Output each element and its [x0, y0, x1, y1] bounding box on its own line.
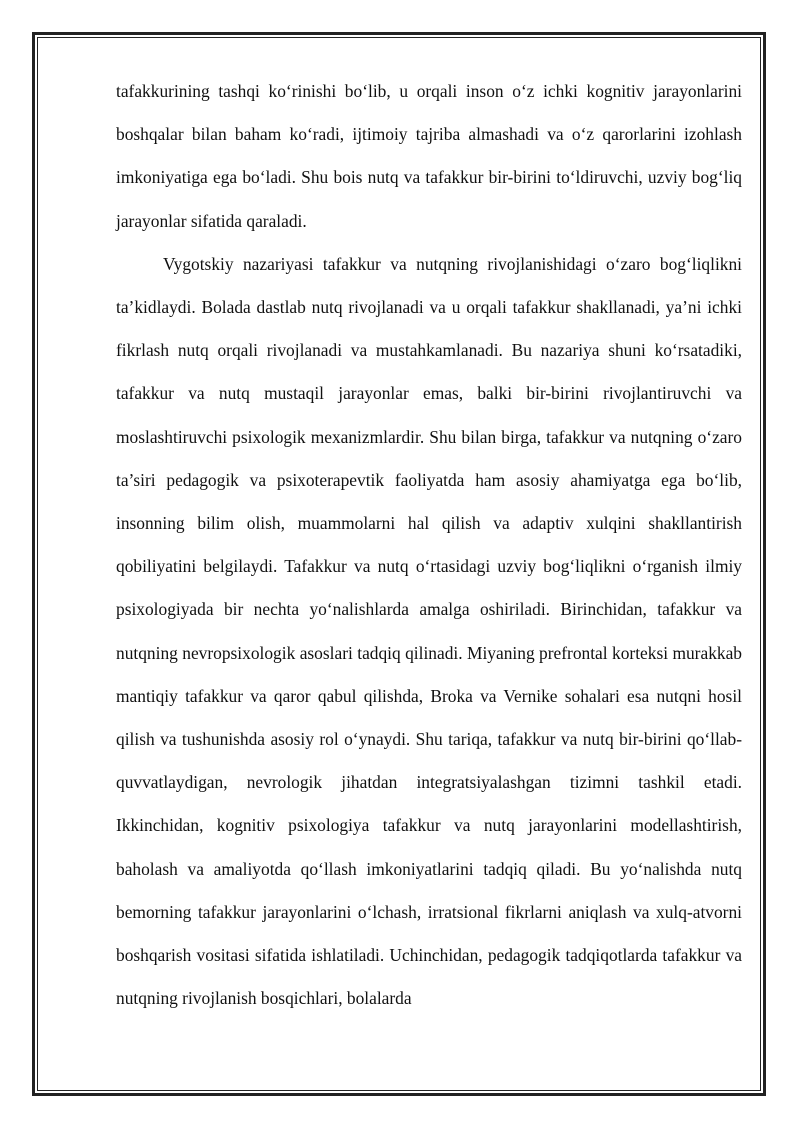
paragraph-continuation: tafakkurining tashqi ko‘rinishi bo‘lib, u orqali inson o‘z ichki kognitiv jarayonlarini boshqalar bilan baham ko‘radi, ijtimoiy tajriba almashadi va o‘z qarorlarini izohlash imkoniyatiga ega bo‘ladi. Shu bois nutq va tafakkur bir-birini to‘ldiruvchi, uzviy bog‘liq jarayonlar sifatida qaraladi. — [116, 81, 742, 231]
document-body — [116, 70, 742, 1020]
paragraph-vygotskiy-theory: Vygotskiy nazariyasi tafakkur va nutqning rivojlanishidagi o‘zaro bog‘liqlikni ta’kidlaydi. Bolada dastlab nutq rivojlanadi va u orqali tafakkur shakllanadi, ya’ni ichki fikrlash nutq orqali rivojlanadi va mustahkamlanadi. Bu nazariya shuni ko‘rsatadiki, tafakkur va nutq mustaqil jarayonlar emas, balki bir-birini rivojlantiruvchi va moslashtiruvchi psixologik mexanizmlardir. Shu bilan birga, tafakkur va nutqning o‘zaro ta’siri pedagogik va psixoterapevtik faoliyatda ham asosiy ahamiyatga ega bo‘lib, insonning bilim olish, muammolarni hal qilish va adaptiv xulqini shakllantirish qobiliyatini belgilaydi. Tafakkur va nutq o‘rtasidagi uzviy bog‘liqlikni o‘rganish ilmiy psixologiyada bir nechta yo‘nalishlarda amalga oshiriladi. Birinchidan, tafakkur va nutqning nevropsixologik asoslari tadqiq qilinadi. Miyaning prefrontal korteksi murakkab mantiqiy tafakkur va qaror qabul qilishda, Broka va Vernike sohalari esa nutqni hosil qilish va tushunishda asosiy rol o‘ynaydi. Shu tariqa, tafakkur va nutq bir-birini qo‘llab-quvvatlaydigan, nevrologik jihatdan integratsiyalashgan tizimni tashkil etadi. Ikkinchidan, kognitiv psixologiya tafakkur va nutq jarayonlarini modellashtirish, baholash va amaliyotda qo‘llash imkoniyatlarini tadqiq qiladi. Bu yo‘nalishda nutq bemorning tafakkur jarayonlarini o‘lchash, irratsional fikrlarni aniqlash va xulq-atvorni boshqarish vositasi sifatida ishlatiladi. Uchinchidan, pedagogik tadqiqotlarda tafakkur va nutqning rivojlanish bosqichlari, bolalarda — [116, 253, 742, 1009]
